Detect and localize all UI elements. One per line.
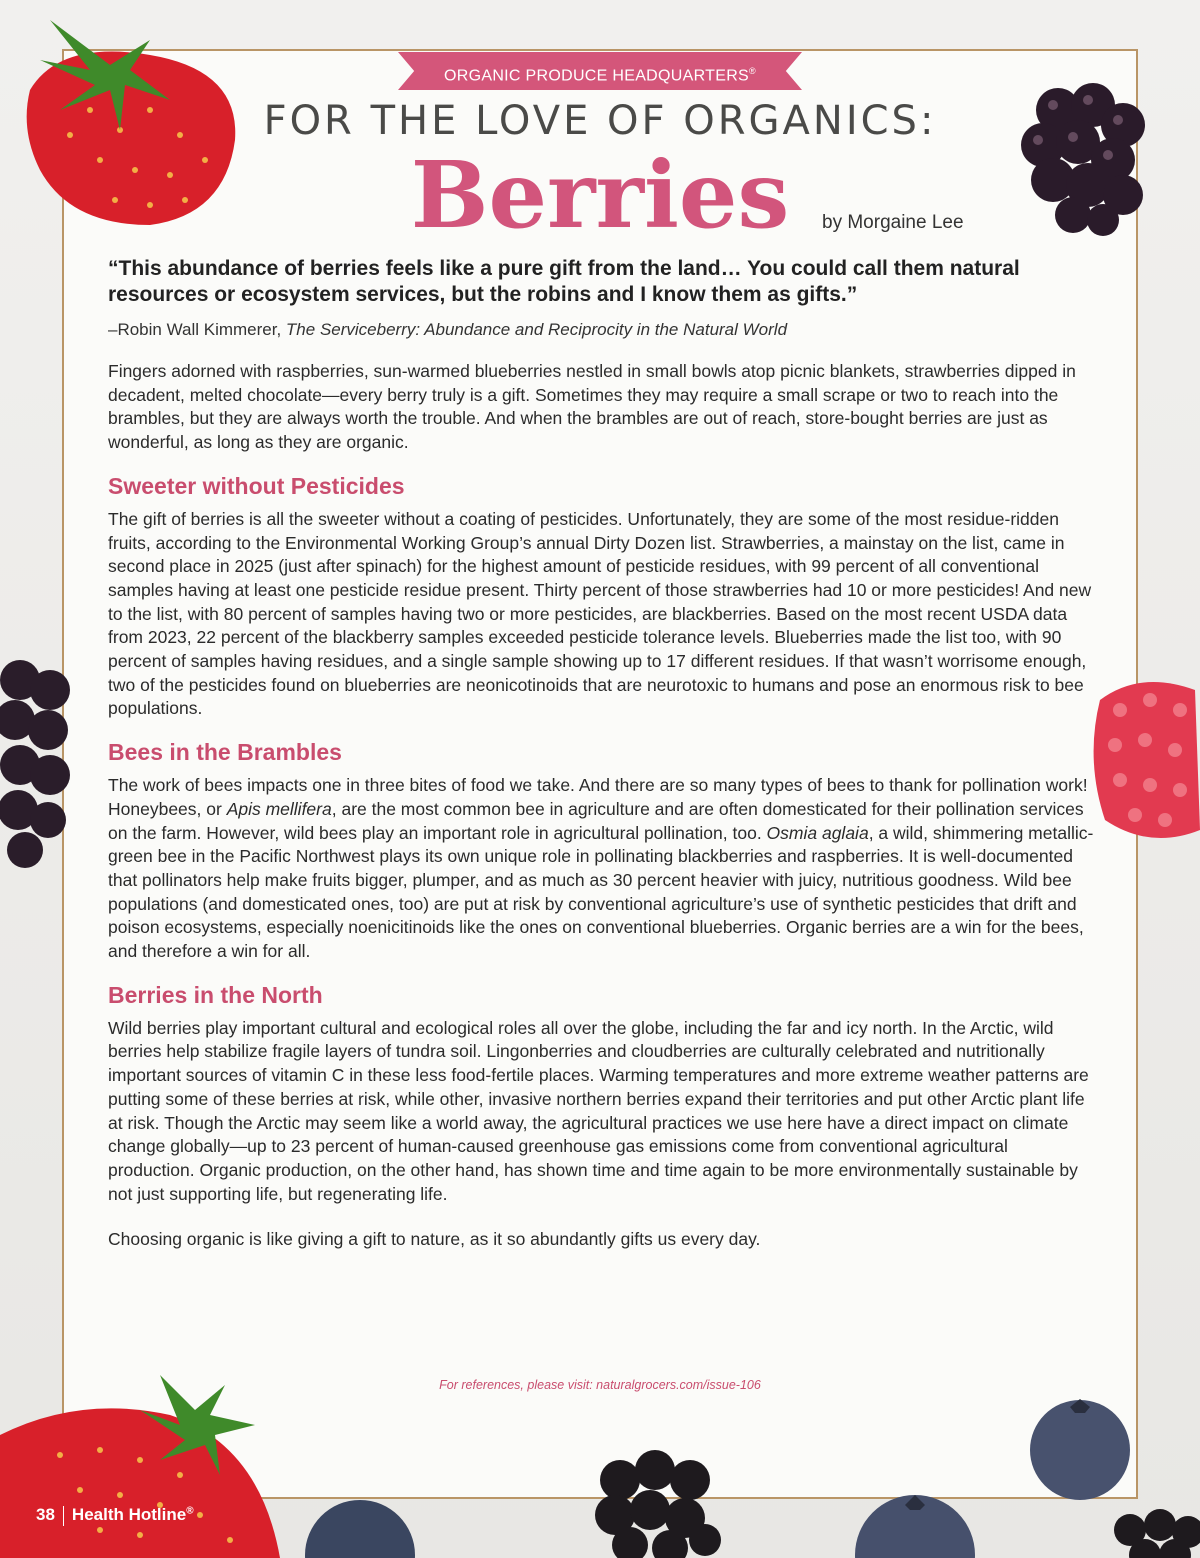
section-body-north: Wild berries play important cultural and ecological roles all over the globe, including the far and icy north. In the Arctic, wild berries help stabilize fragile layers of tundra soil. Lingonberries and cloudberries are culturally celebrated and nutritionally important sources of vitamin C in these less food-fertile places. Warming temperatures and more extreme weather patterns are putting some of these berries at risk, while other, invasive northern berries expand their territories and put other Arctic plant life at risk. Though the Arctic may seem like a world away, the agricultural practices we use here have a direct impact on climate change globally—up to 23 percent of human-caused greenhouse gas emissions come from conventional agricultural production. Organic production, on the other hand, has shown time and time again to be more environmentally sustainable by not just supporting life, but regenerating life. xyxy=(108,1017,1089,1204)
section-heading-bees: Bees in the Brambles xyxy=(108,739,342,766)
publication-registered-mark: ® xyxy=(186,1505,194,1517)
blueberry-bottom-icon xyxy=(300,1495,420,1558)
blackberry-bottom-right-icon xyxy=(1110,1500,1200,1558)
species-name: Apis mellifera xyxy=(226,798,332,819)
section-body-pesticides: The gift of berries is all the sweeter without a coating of pesticides. Unfortunately, they are some of the most residue-ridden fruits, according to the Environmental Working Group’s annual Dirty Dozen list. Strawberries, a mainstay on the list, came in second place in 2025 (just after spinach) for the highest amount of pesticide residues, with 99 percent of all conventional samples having at least one pesticide residue present. Thirty percent of those strawberries had 10 or more pesticides! And new to the list, with 80 percent of samples having two or more pesticides, are blackberries. Based on the most recent USDA data from 2023, 22 percent of the blackberry samples exceeded pesticide tolerance levels. Blueberries made the list too, with 90 percent of samples having residues, and a single sample showing up to 17 different residues. If that wasn’t worrisome enough, two of the pesticides found on blueberries are neonicotinoids that are neurotoxic to humans and pose an enormous risk to bee populations. xyxy=(108,508,1092,719)
intro-paragraph: Fingers adorned with raspberries, sun-warmed blueberries nestled in small bowls atop picnic blankets, strawberries dipped in decadent, melted chocolate—every berry truly is a gift. Sometimes they may require a small scrape or two to reach into the brambles, but they are always worth the trouble. And when the brambles are out of reach, store-bought berries are just as wonderful, as long as they are organic. xyxy=(108,361,1076,453)
headline-kicker: FOR THE LOVE OF ORGANICS: xyxy=(263,98,937,144)
ribbon-registered-mark: ® xyxy=(749,66,756,76)
section-heading-pesticides: Sweeter without Pesticides xyxy=(108,472,405,499)
page-number: 38 xyxy=(36,1505,55,1524)
blackberry-left-edge-icon xyxy=(0,650,80,880)
section-body-bees: The work of bees impacts one in three bites of food we take. And there are so many types of bees to thank for pollination work! Honeybees, or Apis mellifera, are the most common bee in agriculture and are often domesticated for their pollination services on the farm. However, wild bees play an important role in agricultural pollination, too. Osmia aglaia, a wild, shimmering metallic-green bee in the Pacific Northwest plays its own unique role in pollinating blackberries and raspberries. It is well-documented that pollinators help make fruits bigger, plumper, and as much as 30 percent heavier with juicy, nutritious goodness. Wild bee populations (and domesticated ones, too) are put at risk by conventional agriculture’s use of synthetic pesticides that drift and poison ecosystems, especially noenicitinoids like the ones on conventional blueberries. Organic berries are a win for the bees, and therefore a win for all. xyxy=(108,775,1094,962)
blueberry-bottom-right-icon xyxy=(1025,1395,1135,1505)
ribbon-label: ORGANIC PRODUCE HEADQUARTERS® xyxy=(444,66,756,85)
quote-attribution: –Robin Wall Kimmerer, The Serviceberry: Abundance and Reciprocity in the Natural World xyxy=(108,320,788,339)
page-footer xyxy=(36,1505,194,1526)
article-body xyxy=(108,256,1098,1266)
raspberry-right-edge-icon xyxy=(1080,660,1200,850)
blackberry-bottom-center-icon xyxy=(590,1440,730,1558)
references-link[interactable]: For references, please visit: naturalgrocers.com/issue-106 xyxy=(439,1378,761,1392)
species-name: Osmia aglaia xyxy=(766,822,869,843)
section-heading-north: Berries in the North xyxy=(108,981,323,1008)
page-title: Berries xyxy=(410,141,790,249)
publication-name: Health Hotline xyxy=(71,1505,187,1524)
strawberry-bottom-left-icon xyxy=(0,1355,290,1558)
blackberry-top-right-icon xyxy=(998,50,1168,240)
book-title: The Serviceberry: Abundance and Reciprocity in the Natural World xyxy=(285,320,788,339)
pull-quote: “This abundance of berries feels like a pure gift from the land… You could call them natural resources or ecosystem services, but the robins and I know them as gifts.” xyxy=(108,257,1020,306)
section-ribbon xyxy=(398,52,802,90)
blueberry-bottom-center-icon xyxy=(850,1480,980,1558)
closing-paragraph: Choosing organic is like giving a gift to nature, as it so abundantly gifts us every day. xyxy=(108,1229,761,1250)
footer-divider xyxy=(63,1506,64,1526)
byline: by Morgaine Lee xyxy=(822,212,964,233)
